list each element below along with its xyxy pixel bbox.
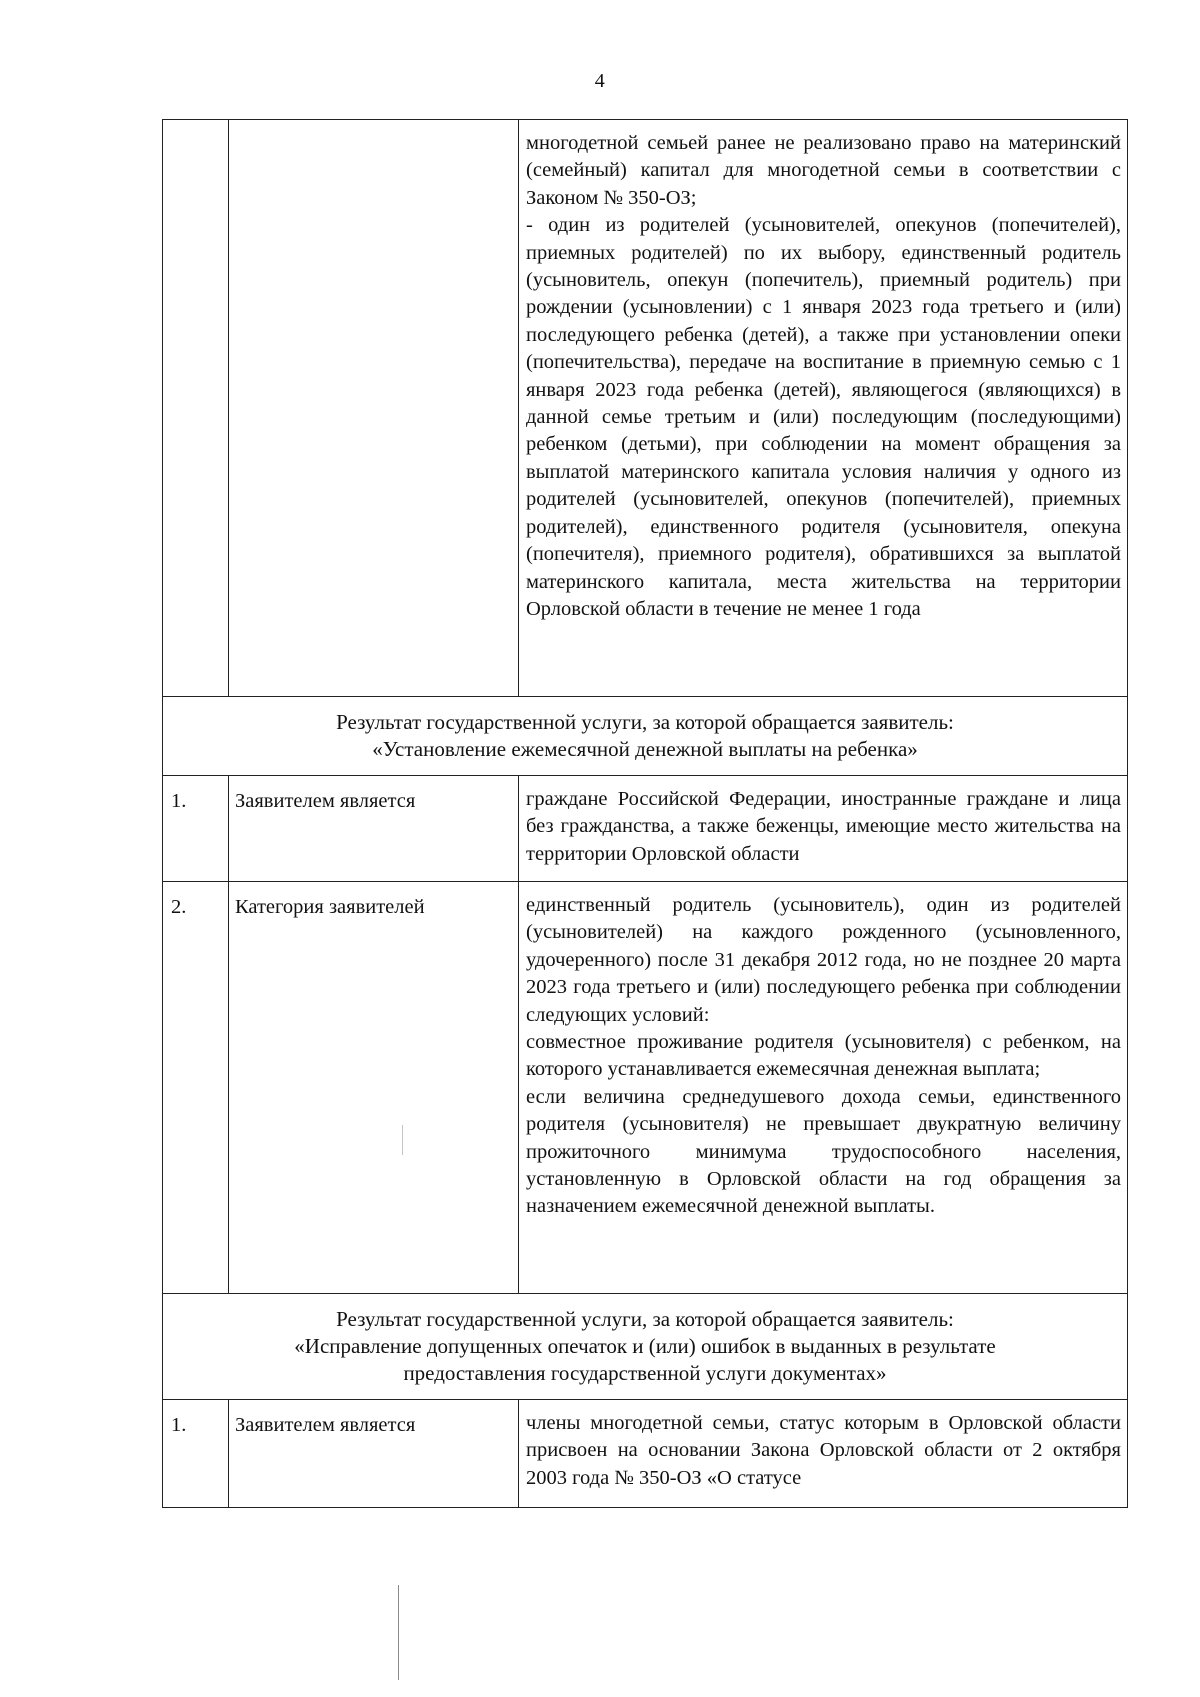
text-cell (519, 1400, 1128, 1508)
row-label: Заявителем является (229, 776, 519, 882)
row-number: 1. (163, 1400, 229, 1508)
section-heading-line: Результат государственной услуги, за которой обращается заявитель: (336, 1307, 954, 1331)
section-heading-line: предоставления государственной услуги документах» (403, 1361, 887, 1385)
section-heading-line: Результат государственной услуги, за которой обращается заявитель: (336, 710, 954, 734)
label-cell (229, 120, 519, 697)
row-label: Заявителем является (229, 1400, 519, 1508)
section-heading-line: «Исправление допущенных опечаток и (или) ошибок в выданных в результате (294, 1334, 996, 1358)
text-paragraph: граждане Российской Федерации, иностранные граждане и лица без гражданства, а также беженцы, имеющие место жительства на территории Орловской области (526, 788, 1121, 865)
number-cell (163, 120, 229, 697)
scan-artifact-line (398, 1585, 399, 1680)
text-paragraph: члены многодетной семьи, статус которым в Орловской области присвоен на основании Закона Орловской области от 2 октября 2003 года № 350-ОЗ «О статусе (526, 1412, 1121, 1489)
text-paragraph: - один из родителей (усыновителей, опекунов (попечителей), приемных родителей) по их выбору, единственный родитель (усыновитель, опекун (попечитель), приемный родитель) при рождении (усыновлении) с 1 января 2023 года третьего и (или) последующего ребенка (детей), а также при установлении опеки (попечительства), передаче на воспитание в приемную семью с 1 января 2023 года ребенка (детей), являющегося (являющихся) в данной семье третьим и (или) последующим (последующими) ребенком (детьми), при соблюдении на момент обращения за выплатой материнского капитала условия наличия у одного из родителей (усыновителей, опекунов (попечителей), приемных родителей), единственного родителя (усыновителя, опекуна (попечителя), приемного родителя), обратившихся за выплатой материнского капитала, места жительства на территории Орловской области в течение не менее 1 года (526, 214, 1121, 620)
row-number: 2. (163, 882, 229, 1294)
row-label: Категория заявителей (229, 882, 519, 1294)
page-number: 4 (594, 70, 606, 92)
table-row-continuation (163, 120, 1128, 697)
eligibility-table (162, 119, 1128, 1508)
section-heading-line: «Установление ежемесячной денежной выплаты на ребенка» (372, 737, 918, 761)
table-row (163, 1400, 1128, 1508)
section-heading (163, 697, 1128, 776)
section-heading (163, 1294, 1128, 1400)
text-paragraph: единственный родитель (усыновитель), один из родителей (усыновителей) на каждого рожденного (усыновленного, удочеренного) после 31 декабря 2012 года, но не позднее 20 марта 2023 года третьего и (или) последующего ребенка при соблюдении следующих условий: (526, 894, 1121, 1026)
row-number: 1. (163, 776, 229, 882)
text-cell (519, 120, 1128, 697)
text-cell (519, 776, 1128, 882)
section-heading-row (163, 1294, 1128, 1400)
section-heading-row (163, 697, 1128, 776)
table-row (163, 882, 1128, 1294)
text-paragraph: многодетной семьей ранее не реализовано право на материнский (семейный) капитал для многодетной семьи в соответствии с Законом № 350-ОЗ; (526, 132, 1121, 209)
text-cell (519, 882, 1128, 1294)
text-paragraph: совместное проживание родителя (усыновителя) с ребенком, на которого устанавливается ежемесячная денежная выплата; (526, 1031, 1121, 1081)
table-row (163, 776, 1128, 882)
text-paragraph: если величина среднедушевого дохода семьи, единственного родителя (усыновителя) не превышает двукратную величину прожиточного минимума трудоспособного населения, установленную в Орловской области на год обращения за назначением ежемесячной денежной выплаты. (526, 1085, 1121, 1218)
scan-artifact-line (402, 1125, 403, 1155)
